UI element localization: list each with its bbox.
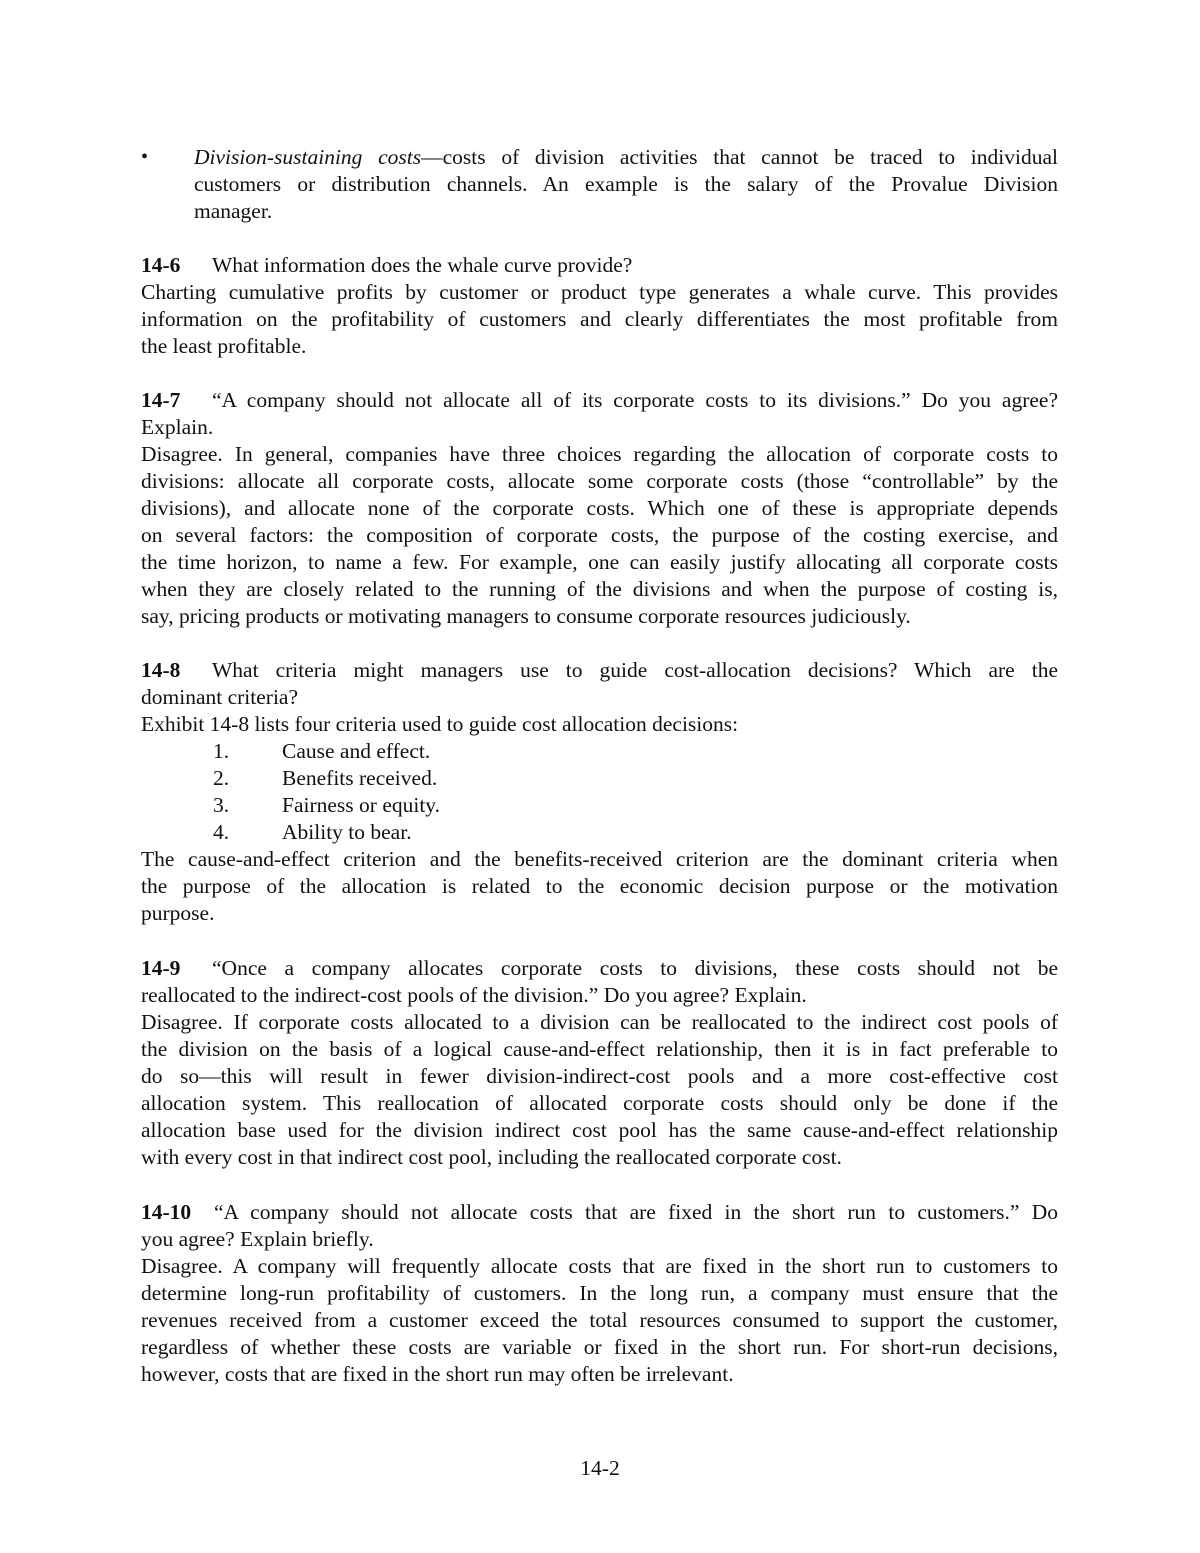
question-text: “Once a company allocates corporate costs to divisions, these costs should not be	[212, 956, 1058, 980]
question-14-8	[141, 657, 1058, 927]
answer-intro: Exhibit 14-8 lists four criteria used to guide cost allocation decisions:	[141, 712, 739, 736]
answer-line: the time horizon, to name a few. For example, one can easily justify allocating all corporate costs	[141, 550, 1058, 574]
question-text: What information does the whale curve provide?	[212, 253, 633, 277]
question-text: you agree? Explain briefly.	[141, 1227, 374, 1251]
question-number: 14-6	[141, 253, 181, 277]
criteria-list-item: 3. Fairness or equity.	[213, 793, 441, 817]
question-14-7	[141, 387, 1058, 630]
question-text: “A company should not allocate all of its corporate costs to its divisions.” Do you agree?	[212, 388, 1058, 412]
answer-line: the least profitable.	[141, 334, 307, 358]
criteria-list-item: 4. Ability to bear.	[213, 820, 412, 844]
question-text: Explain.	[141, 415, 214, 439]
question-number: 14-8	[141, 658, 181, 682]
answer-line: however, costs that are fixed in the short run may often be irrelevant.	[141, 1362, 734, 1386]
page-number: 14-2	[580, 1456, 620, 1480]
answer-line: do so—this will result in fewer division-indirect-cost pools and a more cost-effective cost	[141, 1064, 1058, 1088]
answer-line: divisions), and allocate none of the corporate costs. Which one of these is appropriate depends	[141, 496, 1058, 520]
answer-line: determine long-run profitability of customers. In the long run, a company must ensure that the	[141, 1281, 1058, 1305]
answer-line: with every cost in that indirect cost pool, including the reallocated corporate cost.	[141, 1145, 842, 1169]
answer-line: revenues received from a customer exceed the total resources consumed to support the customer,	[141, 1308, 1058, 1332]
answer-line: when they are closely related to the running of the divisions and when the purpose of costing is,	[141, 577, 1058, 601]
answer-line: on several factors: the composition of corporate costs, the purpose of the costing exercise, and	[141, 523, 1058, 547]
answer-line: the division on the basis of a logical cause-and-effect relationship, then it is in fact preferable to	[141, 1037, 1058, 1061]
answer-line: the purpose of the allocation is related to the economic decision purpose or the motivation	[141, 874, 1058, 898]
answer-line: Disagree. In general, companies have three choices regarding the allocation of corporate costs to	[141, 442, 1058, 466]
bullet-item-division-sustaining-costs: Division-sustaining costs—costs of division activities that cannot be traced to individual customers or distribution channels. An example is the salary of the Provalue Division manager.	[194, 145, 1058, 223]
question-number: 14-7	[141, 388, 181, 412]
answer-line: Disagree. If corporate costs allocated to a division can be reallocated to the indirect cost pools of	[141, 1010, 1058, 1034]
question-number: 14-10	[141, 1200, 192, 1224]
answer-line: allocation system. This reallocation of allocated corporate costs should only be done if the	[141, 1091, 1058, 1115]
answer-line: information on the profitability of customers and clearly differentiates the most profitable from	[141, 307, 1058, 331]
answer-line: The cause-and-effect criterion and the benefits-received criterion are the dominant criteria when	[141, 847, 1058, 871]
question-text: What criteria might managers use to guide cost-allocation decisions? Which are the	[212, 658, 1058, 682]
criteria-list-item: 2. Benefits received.	[213, 766, 438, 790]
bullet-term: Division-sustaining costs	[194, 145, 422, 169]
answer-line: say, pricing products or motivating managers to consume corporate resources judiciously.	[141, 604, 911, 628]
bullet-icon: •	[141, 146, 149, 168]
answer-line: divisions: allocate all corporate costs, allocate some corporate costs (those “controllable” by the	[141, 469, 1058, 493]
question-14-10	[141, 1199, 1058, 1388]
answer-line: regardless of whether these costs are variable or fixed in the short run. For short-run decisions,	[141, 1335, 1058, 1359]
answer-line: Disagree. A company will frequently allocate costs that are fixed in the short run to customers to	[141, 1254, 1058, 1278]
question-14-9	[141, 955, 1058, 1171]
criteria-list-item: 1. Cause and effect.	[213, 739, 431, 763]
question-text: dominant criteria?	[141, 685, 298, 709]
answer-line: allocation base used for the division indirect cost pool has the same cause-and-effect relationship	[141, 1118, 1058, 1142]
answer-line: Charting cumulative profits by customer or product type generates a whale curve. This provides	[141, 280, 1058, 304]
answer-line: purpose.	[141, 901, 215, 925]
question-14-6	[141, 252, 1058, 360]
question-number: 14-9	[141, 956, 181, 980]
question-text: “A company should not allocate costs that are fixed in the short run to customers.” Do	[214, 1200, 1058, 1224]
question-text: reallocated to the indirect-cost pools of the division.” Do you agree? Explain.	[141, 983, 807, 1007]
